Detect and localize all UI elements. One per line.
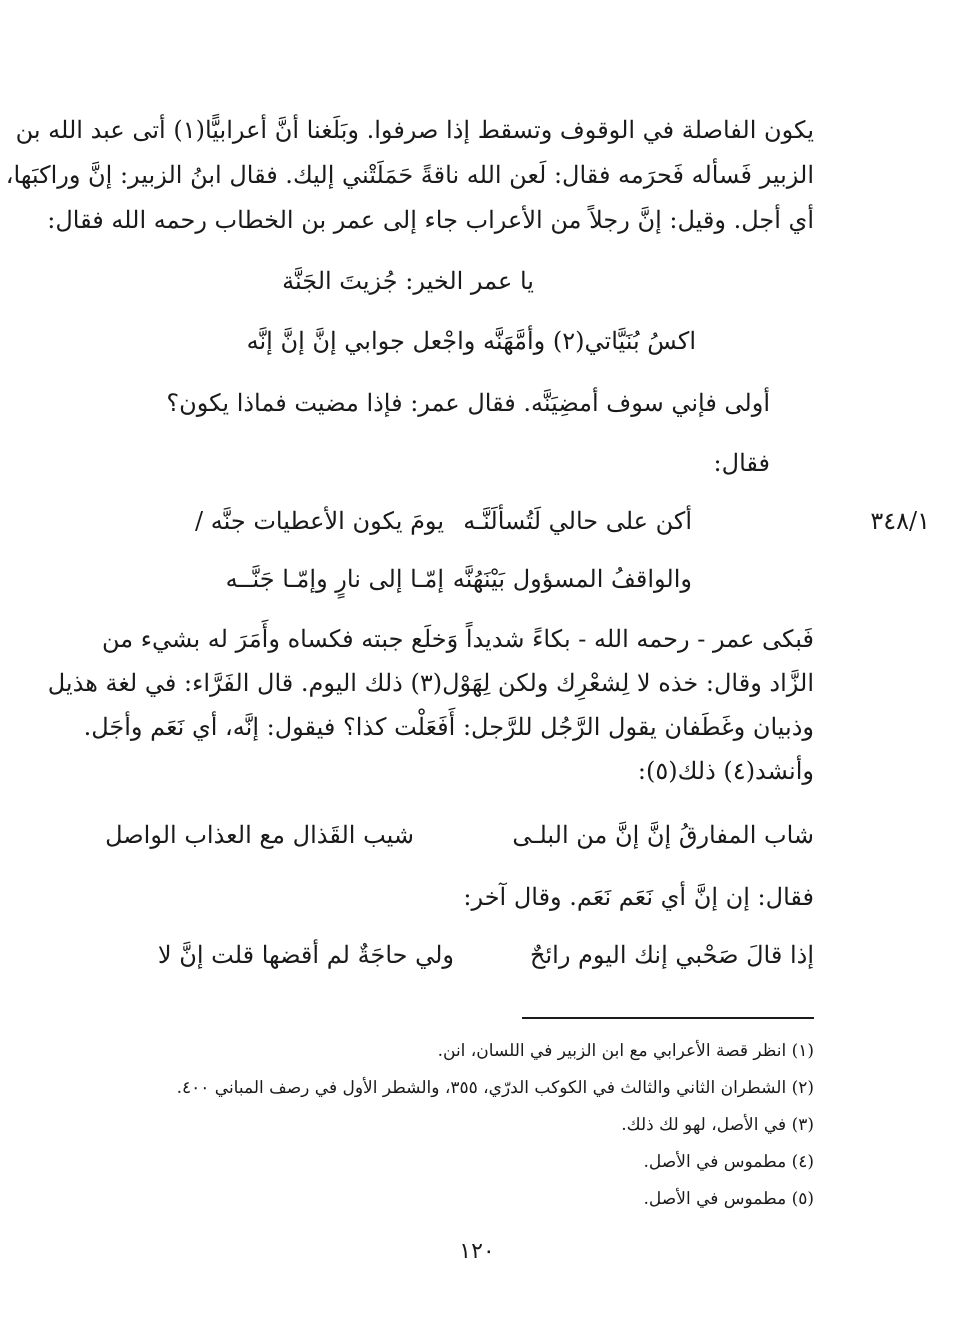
body-line: وأنشد(٤) ذلك(٥): — [637, 757, 814, 785]
page-number: ١٢٠ — [459, 1239, 495, 1264]
footnote: (٥) مطموس في الأصل. — [643, 1189, 814, 1209]
verse-line: يا عمر الخير: جُزيتَ الجَنَّة — [282, 267, 534, 295]
verse-line: فقال: — [713, 449, 770, 477]
verse-hemistich-right: إذا قالَ صَحْبي إنك اليوم رائحٌ — [530, 941, 814, 969]
body-line: الزَّاد وقال: خذه لا لِشعْرِك ولكن لِهَوْل(٣) ذلك اليوم. قال الفَرَّاء: في لغة هذيل — [47, 669, 814, 697]
body-line: الزبير فَسأله فَحرَمه فقال: لَعن الله ناقةً حَمَلَتْني إليك. فقال ابنُ الزبير: إنَّ وراكبَها، — [5, 161, 814, 189]
verse-hemistich-left: ولي حاجَةٌ لم أقضها قلت إنَّ لا — [157, 941, 454, 969]
footnote: (٢) الشطران الثاني والثالث في الكوكب الدرّي، ٣٥٥، والشطر الأول في رصف المباني ٤٠٠. — [176, 1078, 814, 1098]
body-line: فقال: إن إنَّ أي نَعَم نَعَم. وقال آخر: — [463, 883, 814, 911]
verse-hemistich-left: إمّـا إلى نارٍ وإمّـا جَنَّــه — [225, 565, 444, 593]
verse-hemistich-right: أكن على حالي لَتُسألَنَّـه — [463, 507, 692, 535]
verse-line: أولى فإني سوف أمضِيَنَّه. فقال عمر: فإذا مضيت فماذا يكون؟ — [166, 389, 770, 417]
footnote-divider — [522, 1017, 814, 1019]
verse-hemistich-left: يومَ يكون الأعطيات جنَّه / — [195, 507, 444, 535]
body-line: وذبيان وغَطَفان يقول الرَّجُل للرَّجل: أَفَعَلْت كذا؟ فيقول: إنَّه، أي نَعَم وأجَل. — [83, 713, 814, 741]
verse-hemistich-right: شاب المفارقُ إنَّ إنَّ من البلـى — [512, 821, 814, 849]
footnote: (١) انظر قصة الأعرابي مع ابن الزبير في اللسان، انن. — [437, 1041, 814, 1061]
verse-hemistich-left: شيب القَذال مع العذاب الواصل — [105, 821, 414, 849]
body-line: يكون الفاصلة في الوقوف وتسقط إذا صرفوا. وبَلَغنا أنَّ أعرابيًّا(١) أتى عبد الله بن — [15, 116, 814, 144]
margin-reference: ٣٤٨/١ — [870, 507, 930, 535]
verse-hemistich-right: والواقفُ المسؤول بَيْنَهُنَّه — [452, 565, 692, 593]
verse-line: اكسُ بُنَيَّاتي(٢) وأمَّهَنَّه واجْعل جوابي إنَّ إنَّ إنَّه — [246, 327, 696, 355]
body-line: أي أجل. وقيل: إنَّ رجلاً من الأعراب جاء إلى عمر بن الخطاب رحمه الله فقال: — [47, 206, 814, 234]
body-line: فَبكى عمر - رحمه الله - بكاءً شديداً وَخلَع جبته فكساه وأَمَرَ له بشيء من — [102, 625, 814, 653]
footnote: (٤) مطموس في الأصل. — [643, 1152, 814, 1172]
footnote: (٣) في الأصل، لهو لك ذلك. — [621, 1115, 814, 1135]
